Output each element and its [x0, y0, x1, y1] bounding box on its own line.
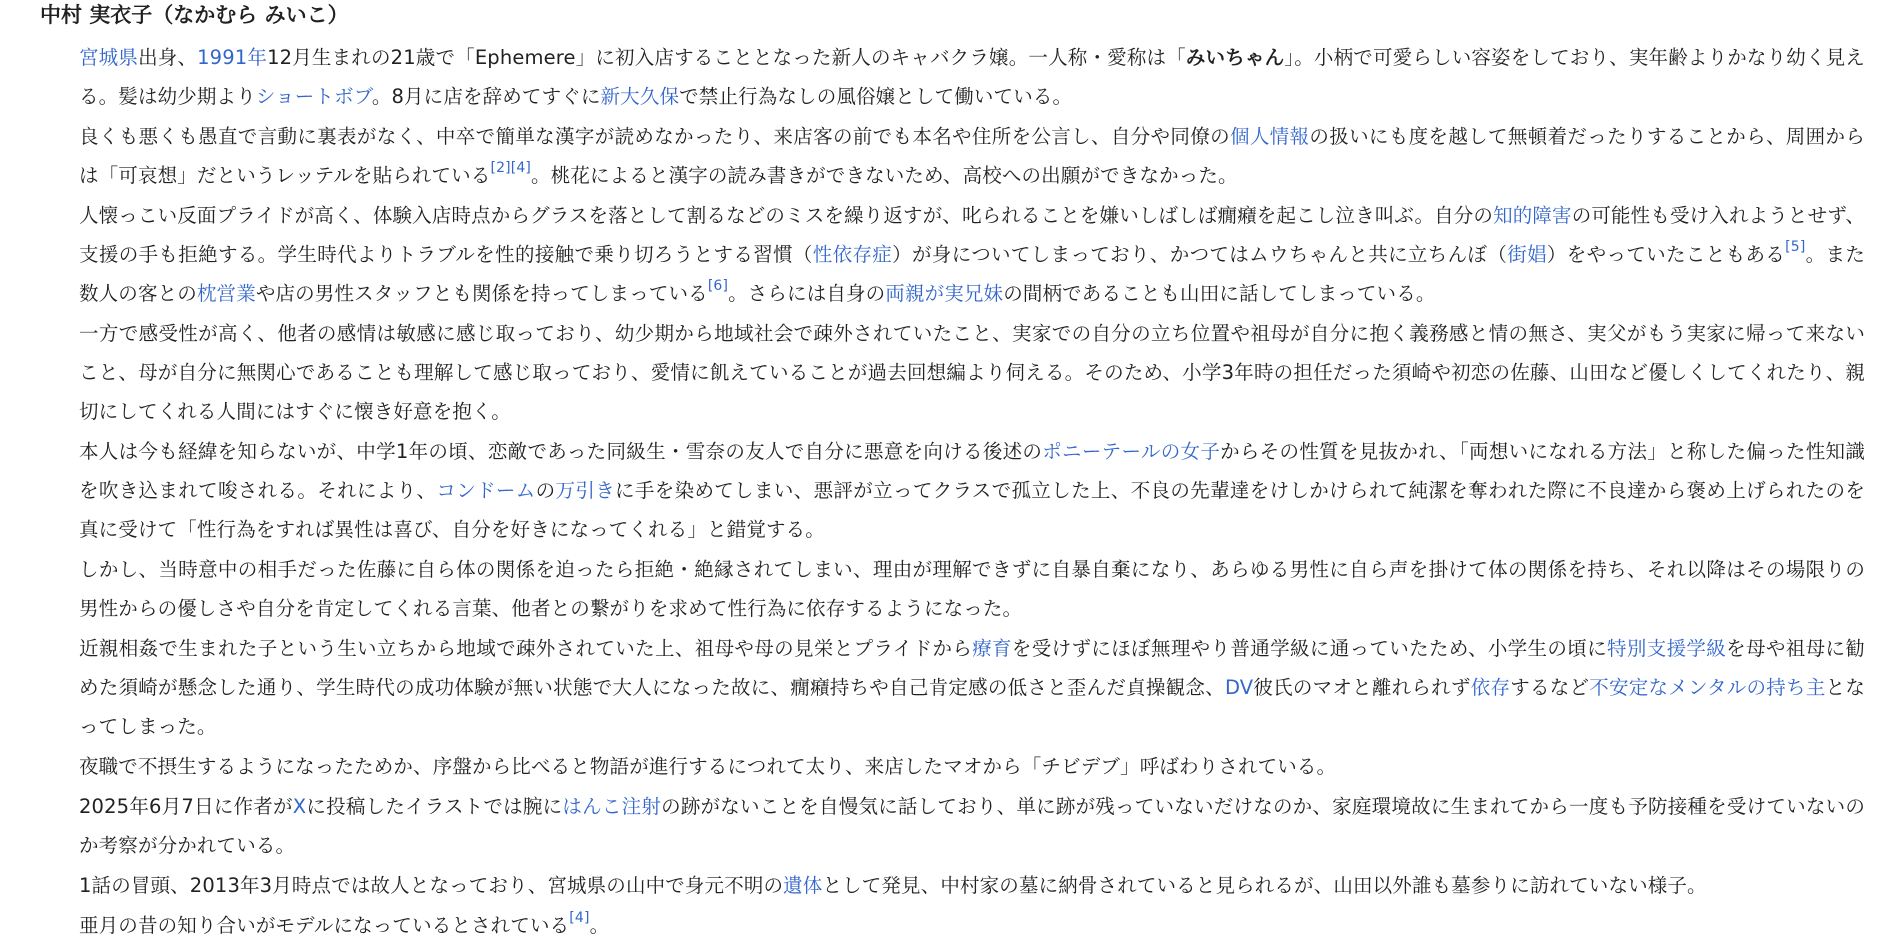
wiki-link[interactable]: 枕営業 [196, 282, 256, 305]
text-span: に手を染めてしまい、悪評が立ってクラスで孤立した上、不良の先輩達をけしかけられて純潔を奪われた際に不良達から褒め上げられたのを真に受けて「性行為をすれば異性は喜び、自分を好きになってくれる」と錯覚する。 [79, 479, 1865, 541]
text-span: 1話の冒頭、2013年3月時点では故人となっており、宮城県の山中で身元不明の [79, 874, 784, 897]
text-span: 。また数人の客との [79, 243, 1865, 305]
reference-link[interactable]: [4] [569, 910, 590, 927]
reference-link[interactable]: [6] [707, 278, 729, 295]
wiki-link[interactable]: ショートボブ [255, 85, 372, 108]
paragraph-10 [79, 866, 1865, 905]
text-span: に投稿したイラストでは腕に [306, 795, 563, 818]
text-span: 出身、 [138, 46, 198, 69]
wiki-link[interactable]: 特別支援学級 [1606, 637, 1727, 660]
wiki-link[interactable]: コンドーム [436, 479, 536, 502]
paragraph-4 [79, 314, 1865, 431]
text-span: の間柄であることも山田に話してしまっている。 [1003, 282, 1436, 305]
text-span: として発見、中村家の墓に納骨されていると見られるが、山田以外誰も墓参りに訪れていない様子。 [822, 874, 1707, 897]
text-span: 。桃花によると漢字の読み書きができないため、高校への出願ができなかった。 [531, 164, 1238, 187]
text-span: を受けずにほぼ無理やり普通学級に通っていたため、小学生の頃に [1011, 637, 1607, 660]
wiki-link[interactable]: ポニーテールの女子 [1042, 440, 1221, 463]
text-span: 本人は今も経緯を知らないが、中学1年の頃、恋敵であった同級生・雪奈の友人で自分に悪意を向ける後述の [79, 440, 1043, 463]
wiki-link[interactable]: はんこ注射 [562, 795, 662, 818]
reference-link[interactable]: [4] [510, 160, 532, 177]
text-span: しかし、当時意中の相手だった佐藤に自ら体の関係を迫ったら拒絶・絶縁されてしまい、理由が理解できずに自暴自棄になり、あらゆる男性に自ら声を掛けて体の関係を持ち、それ以降はその場限りの男性からの優しさや自分を肯定してくれる言葉、他者との繋がりを求めて性行為に依存するようになった。 [79, 558, 1865, 620]
text-span: 一方で感受性が高く、他者の感情は敏感に感じ取っており、幼少期から地域社会で疎外されていたこと、実家での自分の立ち位置や祖母が自分に抱く義務感と情の無さ、実父がもう実家に帰って来ないこと、母が自分に無関心であることも理解して感じ取っており、愛情に飢えていることが過去回想編より伺える。そのため、小学3年時の担任だった須崎や初恋の佐藤、山田など優しくしてくれたり、親切にしてくれる人間にはすぐに懐き好意を抱く。 [79, 322, 1865, 423]
paragraph-7 [79, 629, 1865, 746]
wiki-link[interactable]: 両親が実兄妹 [885, 282, 1004, 305]
text-span: 人懐っこい反面プライドが高く、体験入店時点からグラスを落として割るなどのミスを繰り返すが、叱られることを嫌いしばしば癇癪を起こし泣き叫ぶ。自分の [79, 204, 1494, 227]
wiki-link[interactable]: 個人情報 [1229, 125, 1310, 148]
text-span: 。さらには自身の [728, 282, 886, 305]
text-span: するなど [1510, 676, 1590, 699]
text-span: の跡がないことを自慢気に話しており、単に跡が残っていないだけなのか、家庭環境故に生まれてから一度も予防接種を受けていないのか考察が分かれている。 [79, 795, 1865, 857]
text-span: 良くも悪くも愚直で言動に裏表がなく、中卒で簡単な漢字が読めなかったり、来店客の前でも本名や住所を公言し、自分や同僚の [79, 125, 1230, 148]
wiki-link[interactable]: 万引き [555, 479, 616, 502]
article-body [79, 38, 1865, 946]
wiki-link[interactable]: 性依存症 [812, 243, 893, 266]
text-span: 」。小柄で可愛らしい容姿をしており、実年齢よりかなり幼く見える。髪は幼少期より [79, 46, 1865, 108]
text-span: 彼氏のマオと離れられず [1253, 676, 1471, 699]
text-span: 夜職で不摂生するようになったためか、序盤から比べると物語が進行するにつれて太り、来店したマオから「チビデブ」呼ばわりされている。 [79, 755, 1337, 778]
text-span: 近親相姦で生まれた子という生い立ちから地域で疎外されていた上、祖母や母の見栄とプライドから [79, 637, 973, 660]
paragraph-5 [79, 432, 1865, 549]
text-span: で禁止行為なしの風俗嬢として働いている。 [679, 85, 1073, 108]
text-span: ）が身についてしまっており、かつてはムウちゃんと共に立ちんぼ（ [892, 243, 1508, 266]
wiki-link[interactable]: 知的障害 [1493, 204, 1572, 227]
paragraph-3 [79, 196, 1865, 313]
wiki-link[interactable]: 依存 [1470, 676, 1511, 699]
paragraph-11 [79, 906, 1865, 945]
text-span: 亜月の昔の知り合いがモデルになっているとされている [79, 914, 570, 937]
wiki-link[interactable]: 不安定なメンタルの持ち主 [1589, 676, 1826, 699]
reference-link[interactable]: [2] [490, 160, 511, 177]
text-span: の [535, 479, 556, 502]
text-span: 2025年6月7日に作者が [79, 795, 293, 818]
entry-title: 中村 実衣子（なかむら みいこ） [40, 3, 349, 27]
wiki-link[interactable]: 街娼 [1507, 243, 1547, 266]
text-span: ）をやっていたこともある [1546, 243, 1786, 266]
reference-link[interactable]: [5] [1785, 239, 1806, 256]
text-span: の扱いにも度を越して無頓着だったりすることから、周囲からは「可哀想」だというレッテルを貼られている [79, 125, 1865, 187]
text-span: の可能性も受け入れようとせず、支援の手も拒絶する。学生時代よりトラブルを性的接触で乗り切ろうとする習慣（ [79, 204, 1865, 266]
wiki-link[interactable]: 遺体 [783, 874, 823, 897]
paragraph-1 [79, 38, 1865, 116]
text-span: 。8月に店を辞めてすぐに [371, 85, 601, 108]
text-span: となってしまった。 [79, 676, 1865, 738]
text-span: からその性質を見抜かれ、「両想いになれる方法」と称した偏った性知識を吹き込まれて唆される。それにより、 [79, 440, 1866, 502]
text-span: や店の男性スタッフとも関係を持ってしまっている [255, 282, 708, 305]
text-span: を母や祖母に勧めた須崎が懸念した通り、学生時代の成功体験が無い状態で大人になった故に、癇癪持ちや自己肯定感の低さと歪んだ貞操観念、 [79, 637, 1865, 699]
bold-text: みいちゃん [1185, 46, 1285, 69]
wiki-link[interactable]: 新大久保 [600, 85, 680, 108]
paragraph-2 [79, 117, 1865, 195]
wiki-link[interactable]: 宮城県 [79, 46, 139, 69]
paragraph-9 [79, 787, 1865, 865]
wiki-link[interactable]: X [292, 795, 307, 818]
paragraph-6 [79, 550, 1865, 628]
text-span: 。 [589, 914, 610, 937]
paragraph-8 [79, 747, 1865, 786]
wiki-link[interactable]: DV [1224, 676, 1254, 699]
wiki-link[interactable]: 療育 [972, 637, 1012, 660]
text-span: 12月生まれの21歳で「Ephemere」に初入店することとなった新人のキャバクラ嬢。一人称・愛称は「 [267, 46, 1186, 69]
wiki-link[interactable]: 1991年 [197, 46, 268, 69]
